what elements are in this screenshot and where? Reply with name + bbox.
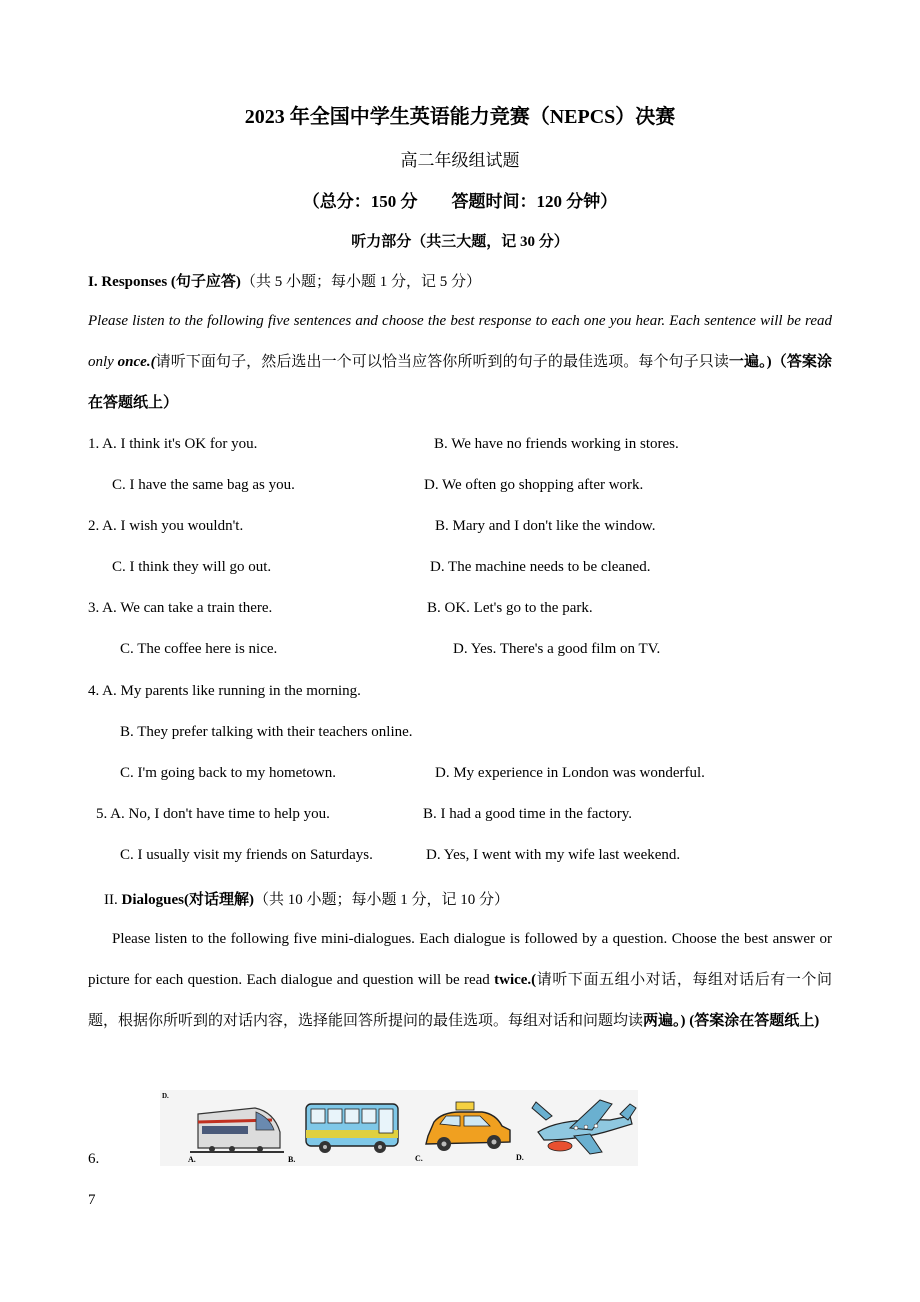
page-title: 2023 年全国中学生英语能力竞赛（NEPCS）决赛 xyxy=(244,106,676,128)
q6-label-a: A. xyxy=(188,1155,196,1164)
section1-instr-cn-bold: 一遍。)（答案涂在答题纸上） xyxy=(88,354,832,411)
section2-heading-bold: Dialogues(对话理解) xyxy=(121,892,254,908)
section1-heading-bold: I. Responses (句子应答) xyxy=(88,274,241,290)
section2-instr-twice: twice.( xyxy=(494,972,537,988)
section1-instructions xyxy=(88,301,832,424)
bus-icon xyxy=(306,1104,398,1153)
q5-option-d: D. Yes, I went with my wife last weekend. xyxy=(426,847,681,863)
q1-option-d: D. We often go shopping after work. xyxy=(424,477,644,493)
section2-instr-cn-bold: 两遍。) (答案涂在答题纸上) xyxy=(643,1013,820,1029)
q2-option-d: D. The machine needs to be cleaned. xyxy=(430,559,651,575)
q2-option-b: B. Mary and I don't like the window. xyxy=(435,518,656,534)
q6-top-label: D. xyxy=(162,1092,169,1100)
q4-option-d: D. My experience in London was wonderful. xyxy=(435,765,705,781)
q2-option-a: 2. A. I wish you wouldn't. xyxy=(88,518,244,534)
q5-option-a: 5. A. No, I don't have time to help you. xyxy=(96,806,330,822)
section1-instr-once: once.( xyxy=(117,354,156,370)
train-icon xyxy=(190,1108,284,1152)
q1-option-a: 1. A. I think it's OK for you. xyxy=(88,436,258,452)
q1-option-c: C. I have the same bag as you. xyxy=(112,477,295,493)
section2-heading-rest: （共 10 小题；每小题 1 分，记 10 分） xyxy=(254,892,510,908)
q4-option-b: B. They prefer talking with their teachers online. xyxy=(120,724,413,740)
q3-option-a: 3. A. We can take a train there. xyxy=(88,600,273,616)
page-subtitle: 高二年级组试题 xyxy=(400,151,520,170)
q6-label-d: D. xyxy=(516,1153,524,1162)
q3-option-d: D. Yes. There's a good film on TV. xyxy=(453,641,661,657)
q7-number: 7 xyxy=(88,1192,96,1208)
section2-heading-pre: II. xyxy=(104,892,122,908)
q6-number: 6. xyxy=(88,1151,100,1167)
q6-label-b: B. xyxy=(288,1155,296,1164)
q3-option-b: B. OK. Let's go to the park. xyxy=(427,600,593,616)
section1-instr-italic: Please listen to the following five sentences and choose the best response to each one you hear. Each sentence will be read only xyxy=(88,313,832,370)
section2-heading xyxy=(104,888,509,909)
q6-picture-options xyxy=(160,1090,638,1166)
section2-instr-cn: 请听下面五组小对话，每组对话后有一个问题，根据你所听到的对话内容，选择能回答所提问的最佳选项。每组对话和问题均读 xyxy=(88,972,832,1029)
score-time: （总分：150 分 答题时间：120 分钟） xyxy=(302,192,618,211)
section1-heading xyxy=(88,270,481,291)
q2-option-c: C. I think they will go out. xyxy=(112,559,272,575)
q3-option-c: C. The coffee here is nice. xyxy=(120,641,278,657)
q5-option-c: C. I usually visit my friends on Saturdays. xyxy=(120,847,373,863)
q1-option-b: B. We have no friends working in stores. xyxy=(434,436,679,452)
q4-option-c: C. I'm going back to my hometown. xyxy=(120,765,337,781)
q4-option-a: 4. A. My parents like running in the morning. xyxy=(88,683,361,699)
section1-heading-rest: （共 5 小题；每小题 1 分，记 5 分） xyxy=(240,274,481,290)
section1-instr-cn: 请听下面句子，然后选出一个可以恰当应答你所听到的句子的最佳选项。每个句子只读 xyxy=(155,354,729,370)
listening-heading: 听力部分（共三大题，记 30 分） xyxy=(351,234,569,250)
q5-option-b: B. I had a good time in the factory. xyxy=(423,806,632,822)
section2-instructions xyxy=(88,919,832,1042)
section2-instr-en: Please listen to the following five mini-dialogues. Each dialogue is followed by a question. Choose the best answer or picture for each question. Each dialogue and question will be read xyxy=(88,931,832,988)
q6-picture-strip xyxy=(160,1090,638,1166)
q6-label-c: C. xyxy=(415,1154,423,1163)
